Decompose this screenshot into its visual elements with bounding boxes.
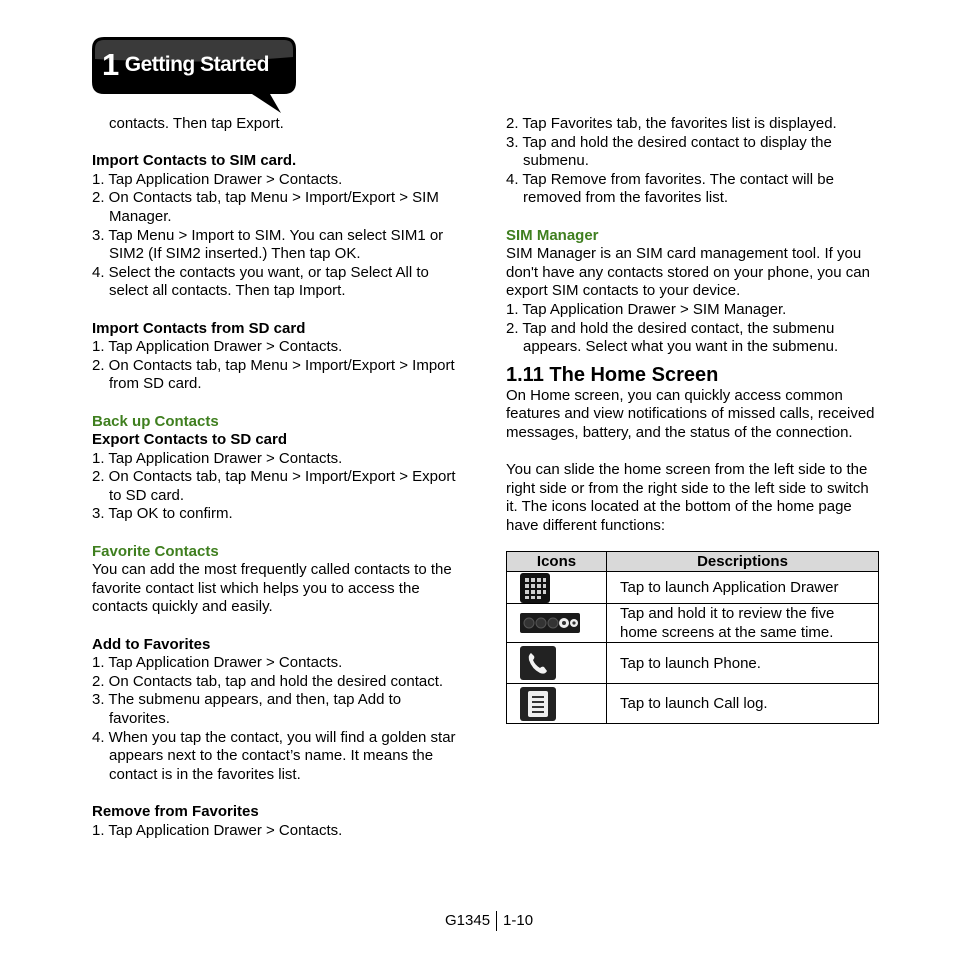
sim-manager-text: SIM Manager is an SIM card management tool. If you don't have any contacts stored on your phone, you can export SIM contacts to your device. xyxy=(506,245,870,300)
table-cell-description: Tap to launch Phone. xyxy=(607,643,879,684)
table-header-descriptions: Descriptions xyxy=(607,552,879,572)
list-item: 2. On Contacts tab, tap Menu > Import/Export > Export to SD card. xyxy=(92,468,456,504)
list-item: 2. On Contacts tab, tap Menu > Import/Export > SIM Manager. xyxy=(92,189,439,225)
table-cell-description: Tap to launch Call log. xyxy=(607,684,879,724)
table-row xyxy=(507,604,879,643)
table-header-icons: Icons xyxy=(507,552,607,572)
left-column xyxy=(92,115,462,840)
table-cell-description: Tap and hold it to review the five home screens at the same time. xyxy=(607,604,879,643)
list-item: 3. The submenu appears, and then, tap Add to favorites. xyxy=(92,691,402,727)
favorites-section-title: Favorite Contacts xyxy=(92,542,219,560)
list-item: 2. Tap and hold the desired contact, the submenu appears. Select what you want in the submenu. xyxy=(506,319,839,356)
page-number: 1-10 xyxy=(503,911,534,929)
chapter-title: Getting Started xyxy=(124,53,269,77)
table-header-row xyxy=(507,552,879,572)
remove-favorites-heading: Remove from Favorites xyxy=(92,802,259,820)
right-column xyxy=(506,115,878,724)
page-footer xyxy=(445,911,533,931)
intro-text: contacts. Then tap Export. xyxy=(109,115,284,132)
footer-divider xyxy=(496,911,497,931)
table-row xyxy=(507,643,879,684)
home-paragraph-1: On Home screen, you can quickly access common features and view notifications of missed calls, received messages, battery, and the status of the connection. xyxy=(506,386,875,441)
list-item: 1. Tap Application Drawer > Contacts. xyxy=(92,449,343,467)
table-row xyxy=(507,572,879,604)
table-row xyxy=(507,684,879,724)
list-item: 1. Tap Application Drawer > Contacts. xyxy=(92,170,343,188)
home-screens-dots-icon xyxy=(520,613,580,633)
list-item: 4. Select the contacts you want, or tap Select All to select all contacts. Then tap Import. xyxy=(92,263,429,300)
sim-manager-section-title: SIM Manager xyxy=(506,226,599,244)
chapter-badge xyxy=(92,37,296,113)
chapter-number: 1 xyxy=(102,47,119,83)
home-screen-title: 1.11 The Home Screen xyxy=(506,363,719,386)
import-sd-heading: Import Contacts from SD card xyxy=(92,319,306,337)
home-icons-table xyxy=(506,551,879,724)
list-item: 2. On Contacts tab, tap and hold the desired contact. xyxy=(92,672,444,690)
call-log-icon xyxy=(520,687,556,721)
app-drawer-icon xyxy=(520,573,550,603)
model-number: G1345 xyxy=(445,911,491,929)
list-item: 1. Tap Application Drawer > Contacts. xyxy=(92,654,343,672)
list-item: 3. Tap and hold the desired contact to display the submenu. xyxy=(506,133,832,170)
favorites-text: You can add the most frequently called contacts to the favorite contact list which helps you to access the contacts quickly and easily. xyxy=(92,561,452,616)
list-item: 1. Tap Application Drawer > Contacts. xyxy=(92,338,343,356)
list-item: 1. Tap Application Drawer > SIM Manager. xyxy=(506,300,787,318)
list-item: 2. Tap Favorites tab, the favorites list is displayed. xyxy=(506,115,837,132)
backup-section-title: Back up Contacts xyxy=(92,412,219,430)
list-item: 3. Tap OK to confirm. xyxy=(92,505,233,523)
import-sim-heading: Import Contacts to SIM card. xyxy=(92,152,297,170)
table-cell-description: Tap to launch Application Drawer xyxy=(607,572,879,604)
list-item: 3. Tap Menu > Import to SIM. You can select SIM1 or SIM2 (If SIM2 inserted.) Then tap OK. xyxy=(92,226,444,263)
phone-icon xyxy=(520,646,556,680)
list-item: 4. When you tap the contact, you will find a golden star appears next to the contact’s name. It means the contact is in the favorites list. xyxy=(92,728,456,783)
list-item: 4. Tap Remove from favorites. The contact will be removed from the favorites list. xyxy=(506,170,834,207)
list-item: 1. Tap Application Drawer > Contacts. xyxy=(92,821,343,839)
list-item: 2. On Contacts tab, tap Menu > Import/Export > Import from SD card. xyxy=(92,356,455,393)
add-favorites-heading: Add to Favorites xyxy=(92,635,211,653)
export-sd-heading: Export Contacts to SD card xyxy=(92,431,288,449)
home-paragraph-2: You can slide the home screen from the left side to the right side or from the right side to the left side to switch it. The icons located at the bottom of the home page have different functions: xyxy=(506,461,869,534)
